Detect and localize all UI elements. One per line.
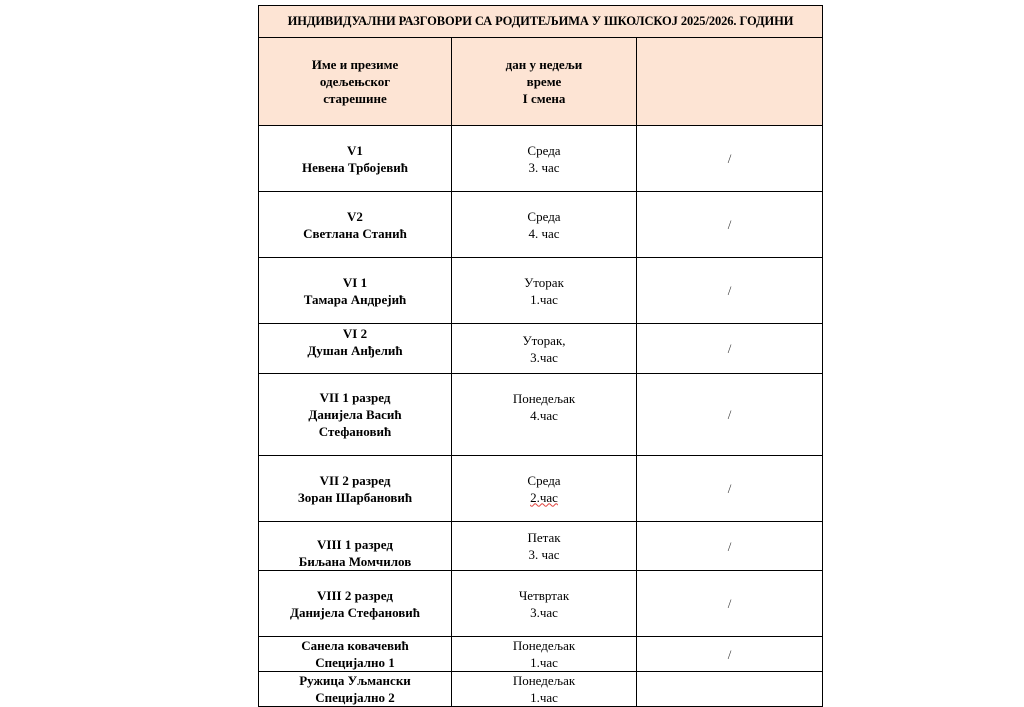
table-row: [259, 456, 823, 522]
period-text: 3.час: [530, 349, 558, 365]
teacher-name: Данијела Васић: [308, 407, 402, 422]
teacher-name: Биљана Момчилов: [298, 554, 412, 569]
time-cell: [452, 258, 637, 324]
header-text: Име и презиме: [311, 57, 399, 72]
schedule-table: [258, 5, 823, 707]
period-text: 4.час: [530, 408, 558, 423]
teacher-name: Невена Трбојевић: [302, 159, 408, 175]
header-text: I смена: [522, 91, 566, 106]
teacher-cell: [259, 324, 452, 374]
time-cell: [452, 571, 637, 637]
table-row: [259, 522, 823, 571]
teacher-cell: [259, 672, 452, 707]
time-cell: [452, 637, 637, 672]
teacher-cell: [259, 571, 452, 637]
note-cell: /: [637, 258, 823, 324]
table-row: [259, 126, 823, 192]
time-cell: [452, 456, 637, 522]
day-text: Среда: [527, 208, 561, 224]
teacher-name: Зоран Шарбановић: [297, 489, 413, 505]
time-cell: [452, 126, 637, 192]
teacher-name: Ружица Уљмански: [299, 673, 411, 688]
period-text: 3. час: [528, 159, 560, 175]
title-row: [259, 6, 823, 38]
period-text: 4. час: [528, 225, 560, 241]
table-row: [259, 374, 823, 456]
header-row: [259, 38, 823, 126]
table-row: [259, 324, 823, 374]
teacher-name: Тамара Андрејић: [303, 291, 407, 307]
teacher-cell: [259, 637, 452, 672]
time-cell: [452, 672, 637, 707]
day-text: Понедељак: [512, 638, 576, 653]
note-cell: /: [637, 522, 823, 571]
time-cell: [452, 522, 637, 571]
teacher-name: Душан Анђелић: [307, 343, 403, 358]
class-label: VIII 1 разред: [317, 537, 393, 552]
teacher-cell: [259, 192, 452, 258]
day-text: Четвртак: [518, 587, 570, 603]
teacher-cell: [259, 522, 452, 571]
table-row: [259, 192, 823, 258]
table-row: [259, 637, 823, 672]
teacher-cell: [259, 456, 452, 522]
note-cell: /: [637, 456, 823, 522]
class-label: VII 2 разред: [319, 472, 391, 488]
period-text: 1.час: [530, 655, 558, 670]
table-row: [259, 258, 823, 324]
teacher-name: Данијела Стефановић: [290, 604, 420, 620]
teacher-name-cont: Стефановић: [318, 424, 392, 439]
teacher-name: Светлана Станић: [303, 225, 407, 241]
period-text: 3. час: [528, 547, 560, 562]
class-label: Специјално 2: [315, 690, 395, 705]
table-row: [259, 672, 823, 707]
header-time: [452, 38, 637, 126]
period-text: 3.час: [530, 604, 558, 620]
table-row: [259, 571, 823, 637]
document-title: ИНДИВИДУАЛНИ РАЗГОВОРИ СА РОДИТЕЉИМА У ШКОЛСКОЈ 2025/2026. ГОДИНИ: [259, 6, 823, 38]
day-text: Петак: [527, 530, 561, 545]
class-label: VI 2: [342, 326, 368, 341]
teacher-name: Санела ковачевић: [301, 638, 409, 653]
header-text: старешине: [323, 91, 387, 106]
note-cell: /: [637, 374, 823, 456]
class-label: VII 1 разред: [319, 390, 391, 405]
header-text: време: [526, 74, 562, 89]
teacher-cell: [259, 126, 452, 192]
note-cell: /: [637, 324, 823, 374]
class-label: V2: [347, 208, 363, 224]
note-cell: /: [637, 637, 823, 672]
class-label: V1: [347, 142, 363, 158]
header-text: дан у недељи: [505, 57, 583, 72]
teacher-cell: [259, 258, 452, 324]
period-text: 1.час: [530, 291, 558, 307]
header-text: одељењског: [319, 74, 391, 89]
day-text: Уторак: [524, 274, 564, 290]
day-text: Понедељак: [512, 391, 576, 406]
time-cell: [452, 324, 637, 374]
period-text: 1.час: [530, 690, 558, 705]
class-label: Специјално 1: [315, 655, 395, 670]
note-cell: /: [637, 571, 823, 637]
day-text: Среда: [527, 472, 561, 488]
class-label: VI 1: [342, 274, 368, 290]
note-cell: /: [637, 126, 823, 192]
header-empty: [637, 38, 823, 126]
time-cell: [452, 192, 637, 258]
note-cell: [637, 672, 823, 707]
day-text: Среда: [527, 142, 561, 158]
day-text: Уторак,: [522, 332, 566, 348]
header-teacher: [259, 38, 452, 126]
teacher-cell: [259, 374, 452, 456]
day-text: Понедељак: [512, 673, 576, 688]
time-cell: [452, 374, 637, 456]
note-cell: /: [637, 192, 823, 258]
period-text: 2.час: [530, 489, 558, 505]
class-label: VIII 2 разред: [317, 587, 393, 603]
